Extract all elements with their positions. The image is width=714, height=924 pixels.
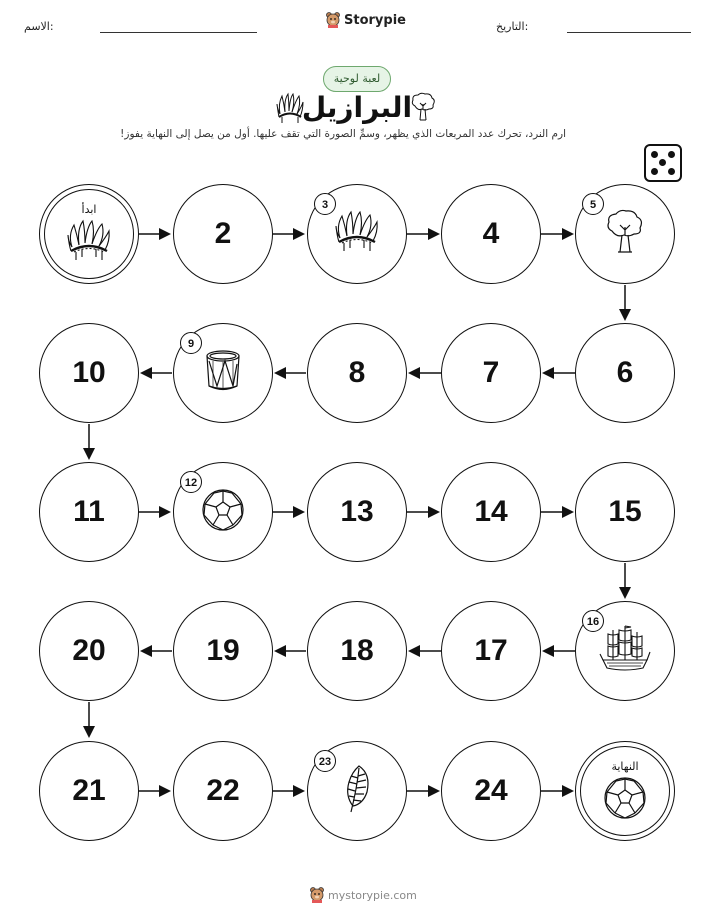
board-cell — [39, 601, 139, 701]
cell-number: 22 — [206, 774, 240, 807]
cell-number: 15 — [608, 495, 642, 528]
start-cell — [39, 184, 139, 284]
cell-number: 19 — [206, 634, 240, 667]
cell-number: 7 — [482, 356, 500, 389]
board-cell — [307, 601, 407, 701]
page-title: البرازيل — [301, 91, 413, 124]
brand-name: Storypie — [344, 12, 406, 28]
board-cell — [39, 741, 139, 841]
tree-icon — [605, 209, 645, 259]
soccer-ball-icon — [602, 775, 648, 825]
cell-number: 20 — [72, 634, 106, 667]
board-cell — [173, 462, 273, 562]
cell-number-badge: 5 — [582, 193, 604, 215]
board-cell — [575, 462, 675, 562]
ship-icon — [599, 624, 651, 678]
board-cell — [173, 601, 273, 701]
board-cell — [307, 741, 407, 841]
board-cell — [441, 184, 541, 284]
board-cell — [173, 323, 273, 423]
footer — [310, 887, 417, 903]
cell-number: 24 — [474, 774, 508, 807]
board-cell — [441, 323, 541, 423]
board-cell — [39, 323, 139, 423]
instructions-text: ارم النرد، تحرك عدد المربعات الذي يظهر، وسمِّ الصورة التي تقف عليها. أول من يصل إلى النهاية يفوز! — [120, 128, 566, 140]
board-cell — [575, 323, 675, 423]
board-cell — [173, 184, 273, 284]
bear-icon — [310, 887, 324, 903]
cell-number: 8 — [348, 356, 366, 389]
start-label: ابدأ — [81, 203, 97, 216]
board-cell — [441, 462, 541, 562]
end-label: النهاية — [611, 760, 639, 773]
board-cell — [173, 741, 273, 841]
name-label: الاسم: — [24, 20, 54, 33]
drum-icon — [200, 348, 246, 398]
board-cell — [307, 323, 407, 423]
cell-number: 13 — [340, 495, 374, 528]
board-cell — [575, 601, 675, 701]
cell-number: 14 — [474, 495, 508, 528]
footer-url: mystorypie.com — [328, 888, 417, 902]
cell-number: 10 — [72, 356, 106, 389]
cell-number: 21 — [72, 774, 106, 807]
board-cell — [307, 184, 407, 284]
game-type-badge: لعبة لوحية — [323, 66, 391, 92]
cell-number-badge: 12 — [180, 471, 202, 493]
soccer-ball-icon — [200, 487, 246, 537]
board-cell — [441, 741, 541, 841]
end-cell — [575, 741, 675, 841]
cell-number: 6 — [616, 356, 634, 389]
cell-number: 11 — [73, 495, 105, 528]
date-label: التاريخ: — [496, 20, 529, 33]
cell-number-badge: 23 — [314, 750, 336, 772]
headdress-icon — [66, 219, 112, 267]
cell-number: 2 — [214, 217, 232, 250]
cell-number-badge: 16 — [582, 610, 604, 632]
cell-number: 17 — [474, 634, 508, 667]
feather-icon — [339, 764, 375, 818]
board-cell — [39, 462, 139, 562]
cell-number-badge: 3 — [314, 193, 336, 215]
cell-number-badge: 9 — [180, 332, 202, 354]
cell-number: 4 — [482, 217, 500, 250]
board-cell — [441, 601, 541, 701]
board-cell — [307, 462, 407, 562]
board-cell — [575, 184, 675, 284]
headdress-icon — [334, 210, 380, 258]
cell-number: 18 — [340, 634, 374, 667]
